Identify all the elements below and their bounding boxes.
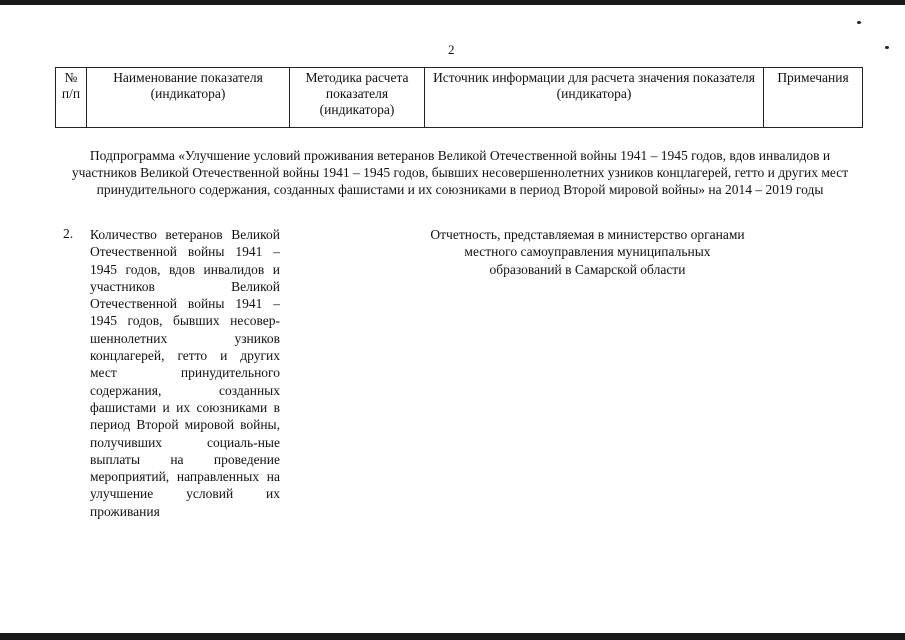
indicator-name: Количество ветеранов Великой Отечественной войны 1941 – 1945 годов, вдов инвалидов и участников Великой Отечественной войны 1941 – 1945 годов, бывших несовер-шеннолетних узников концлагерей, гетто и других мест принудительного содержания, созданных фашистами и их союзниками в период Второй мировой войны, получивших социаль-ные выплаты на проведение мероприятий, направленных на улучшение условий их проживания: [90, 227, 280, 519]
indicator-table-header: [55, 67, 863, 128]
subprogram-title: Подпрограмма «Улучшение условий проживания ветеранов Великой Отечественной войны 1941 – 1945 годов, вдов инвалидов и участников Великой Отечественной войны 1941 – 1945 годов, бывших несовершеннолетних узников концлагерей, гетто и других мест принудительного содержания, созданных фашистами и их союзниками в период Второй мировой войны» на 2014 – 2019 годы: [71, 148, 849, 197]
column-header-calculation-method: Методика расчета показателя (индикатора): [290, 68, 425, 128]
column-header-indicator-name: Наименование показателя (индикатора): [87, 68, 290, 128]
scan-bottom-border: [0, 633, 905, 640]
table-header-row: [56, 68, 863, 128]
scan-artifact: [885, 46, 889, 49]
column-header-notes: Примечания: [764, 68, 863, 128]
information-source: Отчетность, представляемая в министерство органами местного самоуправления муниципальных образований в Самарской области: [430, 227, 745, 277]
scan-top-border: [0, 0, 905, 5]
column-header-information-source: Источник информации для расчета значения показателя (индикатора): [425, 68, 764, 128]
scan-artifact: [857, 21, 861, 24]
row-number: 2.: [63, 226, 74, 241]
column-header-number: № п/п: [56, 68, 87, 128]
page-number: 2: [448, 42, 455, 57]
